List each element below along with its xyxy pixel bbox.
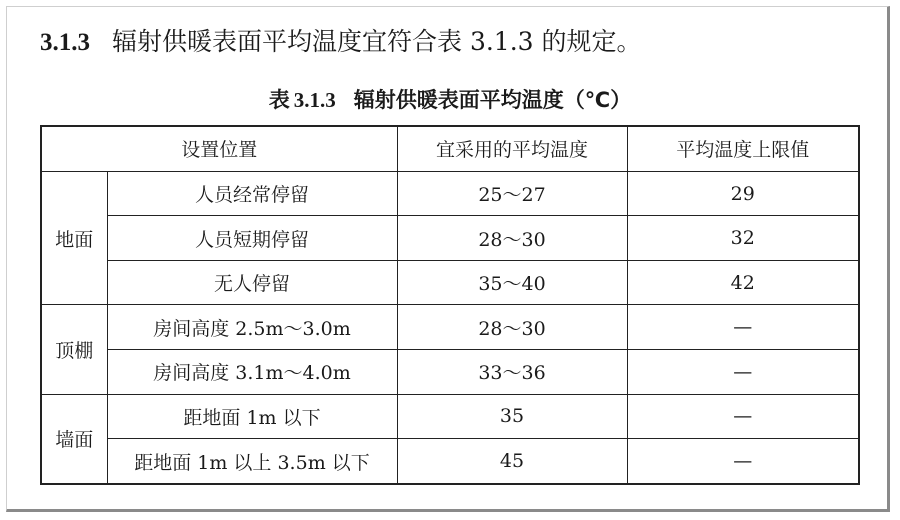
table-caption	[0, 84, 900, 114]
temperature-table	[40, 125, 860, 485]
clause-number: 3.1.3	[40, 29, 90, 56]
max-cell: —	[627, 439, 859, 484]
avg-cell: 45	[397, 439, 627, 484]
table-header-row	[41, 126, 859, 171]
caption-prefix: 表	[268, 88, 290, 112]
max-cell: —	[627, 350, 859, 395]
avg-cell: 35	[397, 394, 627, 439]
header-position: 设置位置	[41, 126, 397, 171]
clause-text: 辐射供暖表面平均温度宜符合表 3.1.3 的规定。	[112, 27, 642, 56]
header-avg-temp: 宜采用的平均温度	[397, 126, 627, 171]
position-cell: 人员经常停留	[107, 171, 397, 216]
table-row	[41, 439, 859, 484]
table-row	[41, 260, 859, 305]
max-cell: —	[627, 394, 859, 439]
position-cell: 无人停留	[107, 260, 397, 305]
clause-line	[40, 22, 642, 58]
position-cell: 房间高度 3.1m～4.0m	[107, 350, 397, 395]
max-cell: 42	[627, 260, 859, 305]
max-cell: —	[627, 305, 859, 350]
header-max-temp: 平均温度上限值	[627, 126, 859, 171]
table-row	[41, 394, 859, 439]
avg-cell: 35～40	[397, 260, 627, 305]
caption-number: 3.1.3	[293, 88, 336, 112]
position-cell: 距地面 1m 以上 3.5m 以下	[107, 439, 397, 484]
max-cell: 29	[627, 171, 859, 216]
table-row	[41, 171, 859, 216]
max-cell: 32	[627, 216, 859, 261]
position-cell: 房间高度 2.5m～3.0m	[107, 305, 397, 350]
caption-title: 辐射供暖表面平均温度（℃）	[353, 88, 632, 112]
avg-cell: 25～27	[397, 171, 627, 216]
table-row	[41, 216, 859, 261]
position-cell: 距地面 1m 以下	[107, 394, 397, 439]
group-wall: 墙面	[41, 394, 107, 484]
avg-cell: 28～30	[397, 216, 627, 261]
group-floor: 地面	[41, 171, 107, 305]
avg-cell: 33～36	[397, 350, 627, 395]
table-row	[41, 305, 859, 350]
table-row	[41, 350, 859, 395]
position-cell: 人员短期停留	[107, 216, 397, 261]
avg-cell: 28～30	[397, 305, 627, 350]
group-ceiling: 顶棚	[41, 305, 107, 394]
